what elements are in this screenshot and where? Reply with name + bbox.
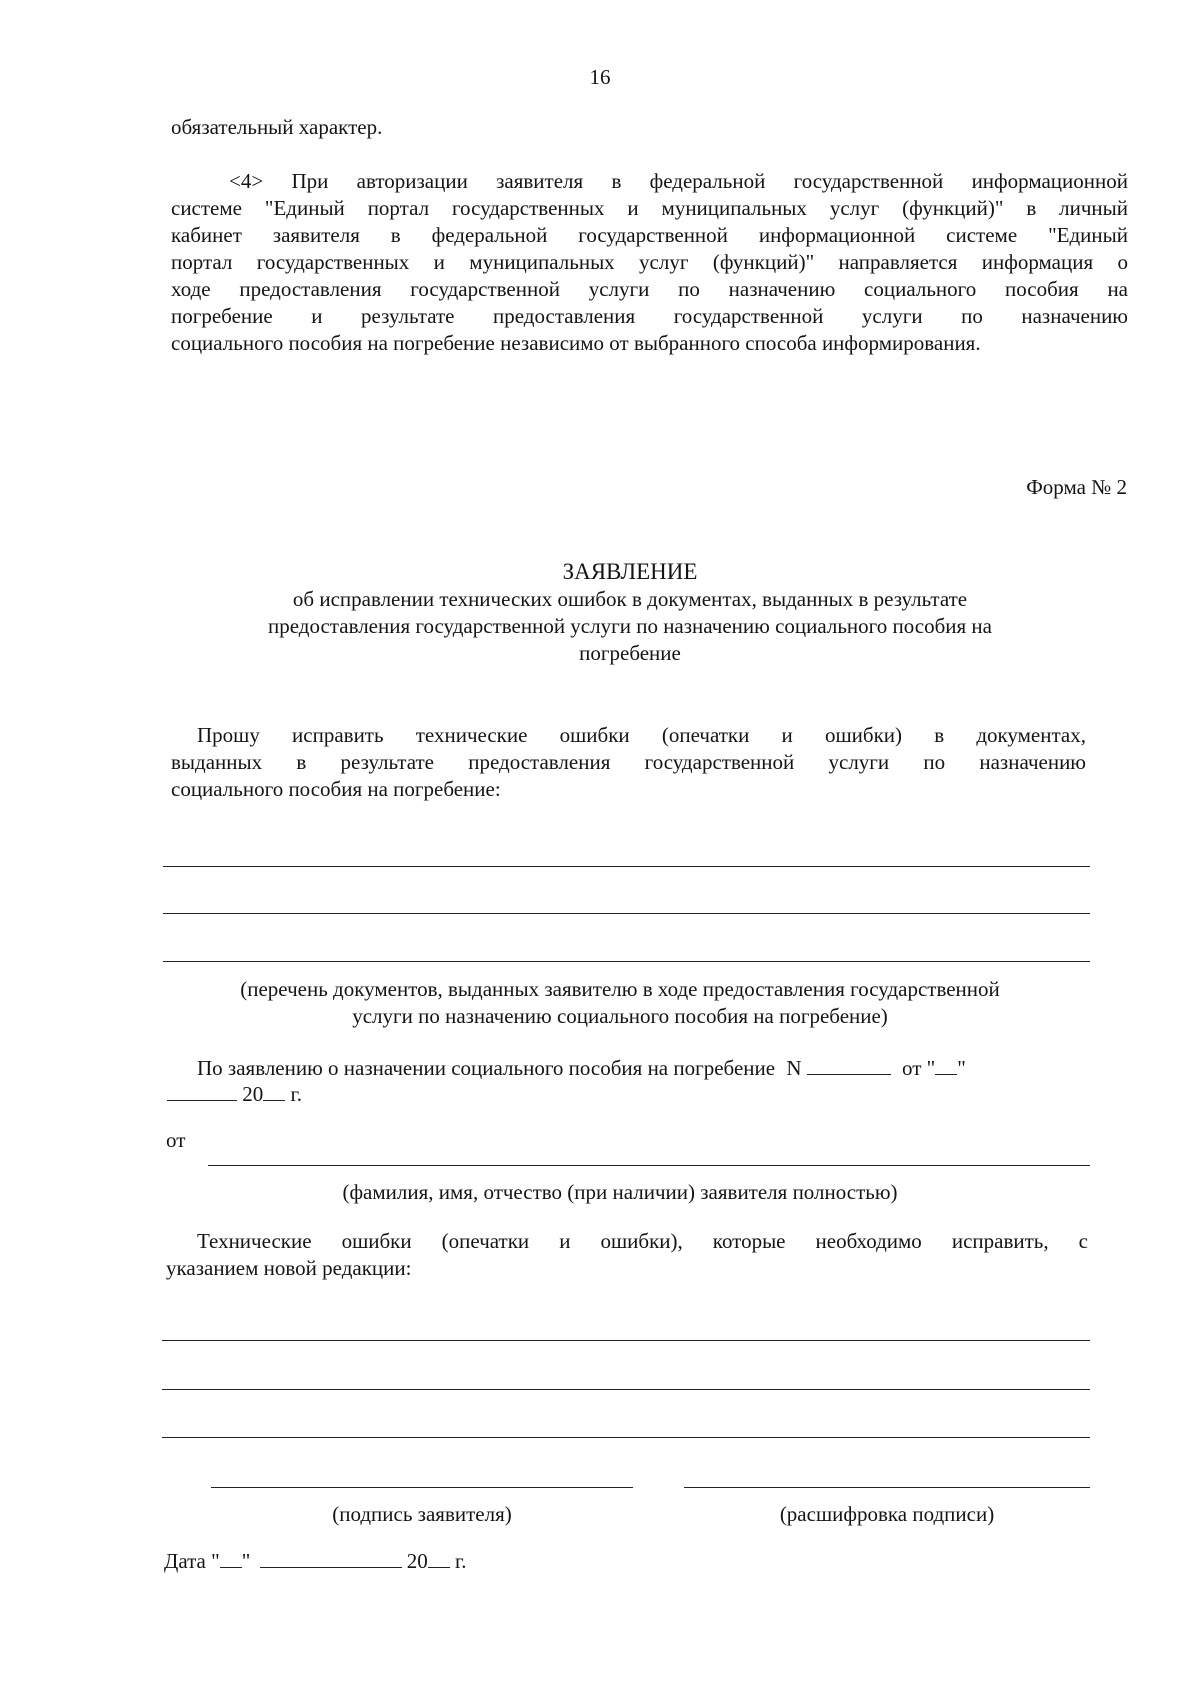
applicant-name-caption: (фамилия, имя, отчество (при наличии) заявителя полностью) <box>342 1180 898 1204</box>
documents-caption <box>140 976 1100 1030</box>
title-heading: ЗАЯВЛЕНИЕ <box>562 559 698 584</box>
application-year-line <box>167 1081 302 1108</box>
date-year-label: 20 <box>406 1549 428 1573</box>
footnote-line: кабинет заявителя в федеральной государственной информационной системе "Единый <box>171 223 1128 247</box>
page-number: 16 <box>589 65 611 89</box>
application-ref-line <box>197 1055 966 1082</box>
date-quote-close: " <box>241 1549 251 1573</box>
errors-blank-line-3[interactable] <box>162 1437 1090 1438</box>
errors-line: указанием новой редакции: <box>166 1256 412 1280</box>
application-month-field[interactable] <box>167 1082 237 1101</box>
application-year-field[interactable] <box>263 1082 285 1101</box>
signature-caption: (подпись заявителя) <box>332 1502 512 1526</box>
date-line <box>164 1548 467 1575</box>
footnote-line: портал государственных и муниципальных услуг (функций)" направляется информация о <box>171 250 1128 274</box>
documents-blank-line-2[interactable] <box>163 913 1090 914</box>
date-month-field[interactable] <box>260 1549 402 1568</box>
errors-blank-line-2[interactable] <box>162 1389 1090 1390</box>
footnote-line: социального пособия на погребение независимо от выбранного способа информирования. <box>171 331 981 355</box>
application-date-from-label: от " <box>902 1056 936 1080</box>
errors-blank-line-1[interactable] <box>162 1340 1090 1341</box>
request-line: выданных в результате предоставления государственной услуги по назначению <box>171 750 1086 774</box>
documents-caption-line: (перечень документов, выданных заявителю в ходе предоставления государственной <box>240 977 1000 1001</box>
from-label: от <box>166 1128 186 1152</box>
documents-blank-line-1[interactable] <box>163 866 1090 867</box>
signature-decoding-caption: (расшифровка подписи) <box>779 1502 995 1526</box>
title-line: предоставления государственной услуги по назначению социального пособия на <box>268 614 992 638</box>
footnote-line: ходе предоставления государственной услуги по назначению социального пособия на <box>171 277 1128 301</box>
application-year-label: 20 <box>242 1082 264 1106</box>
request-paragraph <box>171 722 1086 803</box>
date-year-field[interactable] <box>428 1549 450 1568</box>
application-number-field[interactable] <box>807 1056 891 1075</box>
continuation-text: обязательный характер. <box>171 115 383 139</box>
application-number-label: N <box>786 1056 802 1080</box>
date-day-field[interactable] <box>220 1549 242 1568</box>
applicant-name-field[interactable] <box>208 1165 1090 1166</box>
footnote-paragraph <box>171 168 1128 357</box>
application-day-field[interactable] <box>935 1056 957 1075</box>
application-year-suffix: г. <box>290 1082 302 1106</box>
date-label: Дата " <box>164 1549 220 1573</box>
date-year-suffix: г. <box>455 1549 467 1573</box>
request-line: Прошу исправить технические ошибки (опечатки и ошибки) в документах, <box>197 723 1086 747</box>
documents-caption-line: услуги по назначению социального пособия на погребение) <box>352 1004 888 1028</box>
form-label: Форма № 2 <box>1026 475 1127 499</box>
errors-paragraph <box>166 1228 1088 1282</box>
signature-decoding-field[interactable] <box>684 1487 1090 1488</box>
title-line: об исправлении технических ошибок в документах, выданных в результате <box>292 587 968 611</box>
application-ref-text: По заявлению о назначении социального пособия на погребение <box>197 1056 776 1080</box>
request-line: социального пособия на погребение: <box>171 777 501 801</box>
title-line: погребение <box>579 641 681 665</box>
signature-field[interactable] <box>211 1487 633 1488</box>
errors-line: Технические ошибки (опечатки и ошибки), которые необходимо исправить, с <box>197 1229 1088 1253</box>
documents-blank-line-3[interactable] <box>163 961 1090 962</box>
document-title <box>150 558 1110 667</box>
footnote-line: погребение и результате предоставления государственной услуги по назначению <box>171 304 1128 328</box>
application-quote-close: " <box>957 1056 966 1080</box>
footnote-line: <4> При авторизации заявителя в федеральной государственной информационной <box>229 169 1128 193</box>
footnote-line: системе "Единый портал государственных и муниципальных услуг (функций)" в личный <box>171 196 1128 220</box>
